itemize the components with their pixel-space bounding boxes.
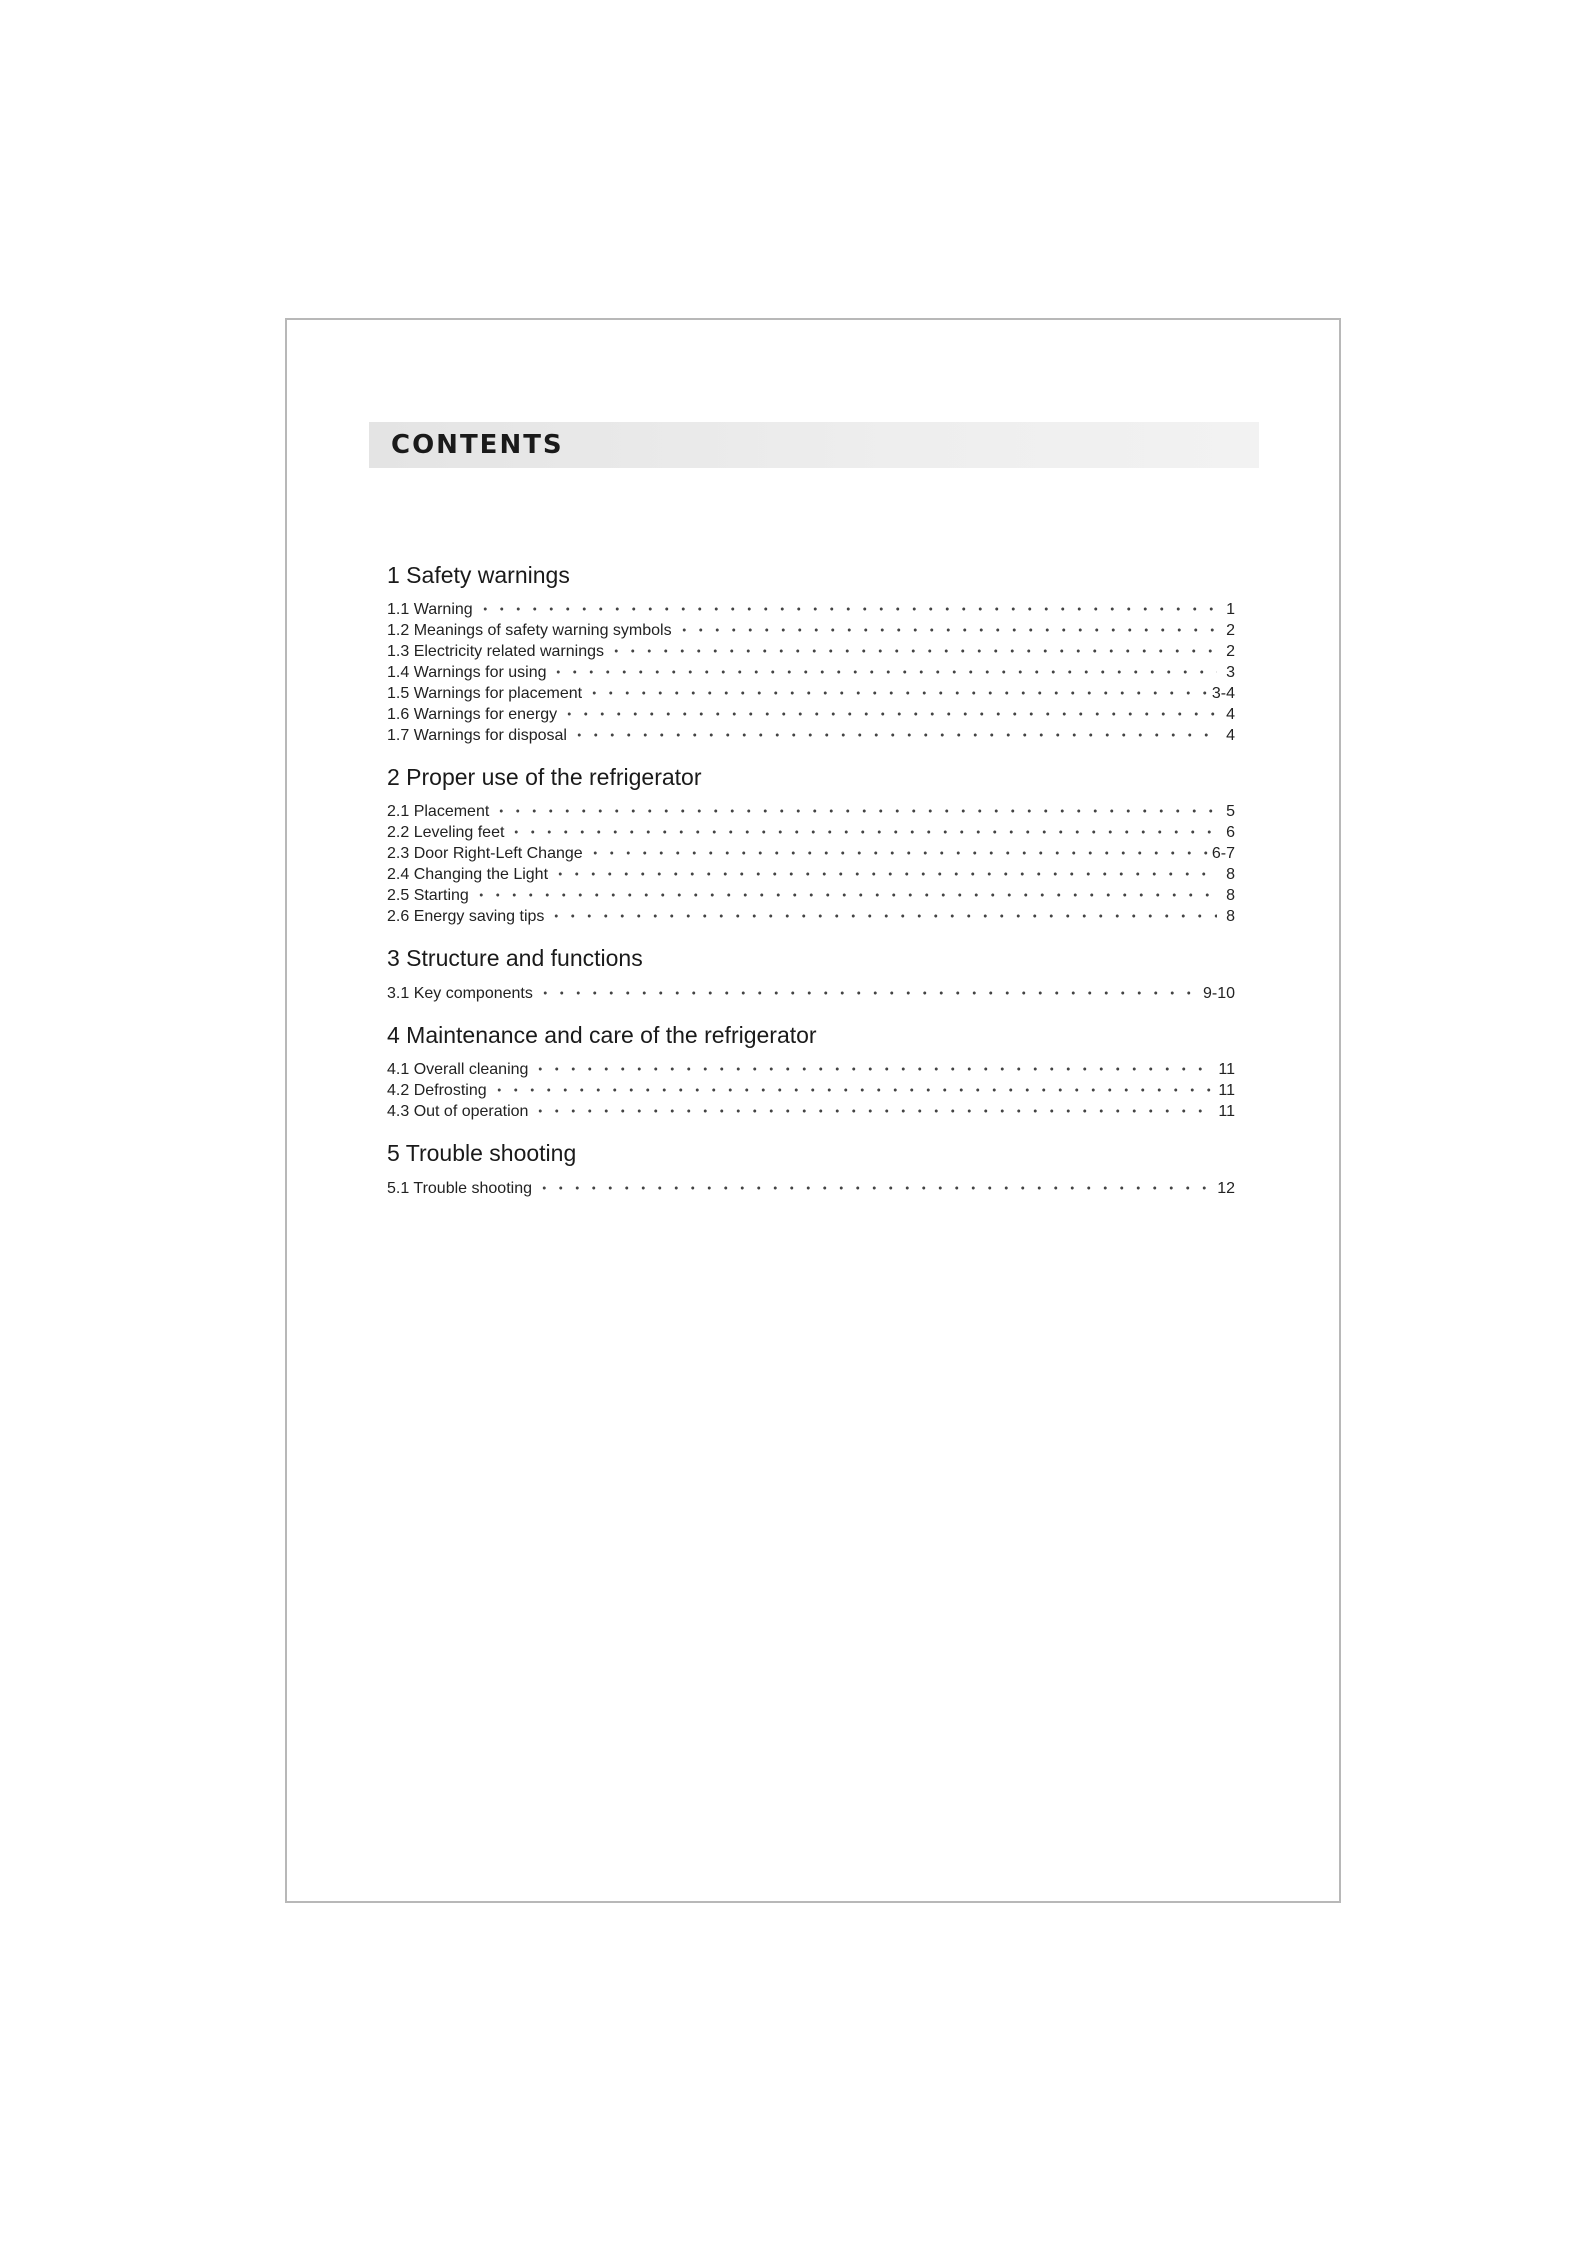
toc-section-safety-warnings: [387, 560, 1235, 746]
entry-page-number: 3: [1226, 664, 1235, 681]
dot-leader: [552, 867, 1217, 881]
toc-entry[interactable]: [387, 885, 1235, 906]
toc-entry[interactable]: [387, 683, 1235, 704]
toc-entry[interactable]: [387, 1059, 1235, 1080]
entry-label: 1.3 Electricity related warnings: [387, 643, 604, 660]
entry-label: 2.2 Leveling feet: [387, 824, 505, 841]
toc-section-proper-use: [387, 762, 1235, 927]
entry-page-number: 1: [1226, 601, 1235, 618]
document-page: [285, 318, 1341, 1903]
toc-entry[interactable]: [387, 843, 1235, 864]
toc-entry[interactable]: [387, 704, 1235, 725]
dot-leader: [473, 888, 1217, 902]
entry-label: 2.1 Placement: [387, 803, 490, 820]
dot-leader: [491, 1083, 1215, 1097]
entry-page-number: 11: [1218, 1103, 1235, 1120]
entry-page-number: 8: [1226, 887, 1235, 904]
table-of-contents: [387, 560, 1235, 1215]
section-heading: 5 Trouble shooting: [387, 1140, 577, 1166]
entry-label: 1.7 Warnings for disposal: [387, 727, 567, 744]
contents-banner: [369, 422, 1259, 468]
dot-leader: [571, 728, 1217, 742]
entry-label: 2.5 Starting: [387, 887, 469, 904]
entry-page-number: 8: [1226, 866, 1235, 883]
entry-label: 3.1 Key components: [387, 985, 533, 1002]
entry-page-number: 2: [1226, 643, 1235, 660]
entry-label: 1.6 Warnings for energy: [387, 706, 558, 723]
entry-label: 2.6 Energy saving tips: [387, 908, 545, 925]
entry-label: 4.3 Out of operation: [387, 1103, 529, 1120]
entry-page-number: 11: [1218, 1061, 1235, 1078]
dot-leader: [477, 602, 1217, 616]
entry-page-number: 4: [1226, 727, 1235, 744]
entry-label: 4.2 Defrosting: [387, 1082, 487, 1099]
toc-entry[interactable]: [387, 599, 1235, 620]
entry-label: 1.1 Warning: [387, 601, 473, 618]
entry-page-number: 6-7: [1211, 845, 1235, 862]
entry-page-number: 12: [1217, 1180, 1235, 1197]
entry-label: 2.4 Changing the Light: [387, 866, 549, 883]
entry-page-number: 6: [1226, 824, 1235, 841]
entry-label: 2.3 Door Right-Left Change: [387, 845, 583, 862]
dot-leader: [508, 825, 1217, 839]
toc-entry[interactable]: [387, 662, 1235, 683]
entry-label: 1.5 Warnings for placement: [387, 685, 583, 702]
entry-page-number: 8: [1226, 908, 1235, 925]
dot-leader: [532, 1104, 1214, 1118]
entry-page-number: 5: [1226, 803, 1235, 820]
toc-entry[interactable]: [387, 1101, 1235, 1122]
toc-entry[interactable]: [387, 620, 1235, 641]
toc-entry[interactable]: [387, 725, 1235, 746]
entry-label: 4.1 Overall cleaning: [387, 1061, 529, 1078]
entry-label: 1.4 Warnings for using: [387, 664, 547, 681]
dot-leader: [586, 686, 1208, 700]
entry-page-number: 2: [1226, 622, 1235, 639]
section-heading: 1 Safety warnings: [387, 562, 570, 588]
dot-leader: [537, 986, 1199, 1000]
entry-label: 1.2 Meanings of safety warning symbols: [387, 622, 672, 639]
dot-leader: [550, 665, 1217, 679]
dot-leader: [536, 1181, 1213, 1195]
dot-leader: [532, 1062, 1214, 1076]
entry-page-number: 9-10: [1202, 985, 1235, 1002]
toc-section-structure: [387, 943, 1235, 1004]
toc-entry[interactable]: [387, 801, 1235, 822]
dot-leader: [493, 804, 1217, 818]
dot-leader: [561, 707, 1217, 721]
toc-entry[interactable]: [387, 1178, 1235, 1199]
toc-entry[interactable]: [387, 641, 1235, 662]
toc-entry[interactable]: [387, 983, 1235, 1004]
toc-section-trouble-shooting: [387, 1138, 1235, 1199]
dot-leader: [587, 846, 1208, 860]
toc-entry[interactable]: [387, 906, 1235, 927]
entry-page-number: 3-4: [1211, 685, 1235, 702]
section-heading: 2 Proper use of the refrigerator: [387, 764, 702, 790]
section-heading: 3 Structure and functions: [387, 945, 643, 971]
dot-leader: [548, 909, 1217, 923]
dot-leader: [608, 644, 1217, 658]
section-heading: 4 Maintenance and care of the refrigerator: [387, 1022, 817, 1048]
contents-title: CONTENTS: [391, 430, 564, 460]
toc-section-maintenance: [387, 1020, 1235, 1122]
entry-page-number: 4: [1226, 706, 1235, 723]
entry-label: 5.1 Trouble shooting: [387, 1180, 532, 1197]
toc-entry[interactable]: [387, 822, 1235, 843]
entry-page-number: 11: [1218, 1082, 1235, 1099]
dot-leader: [676, 623, 1217, 637]
toc-entry[interactable]: [387, 864, 1235, 885]
toc-entry[interactable]: [387, 1080, 1235, 1101]
